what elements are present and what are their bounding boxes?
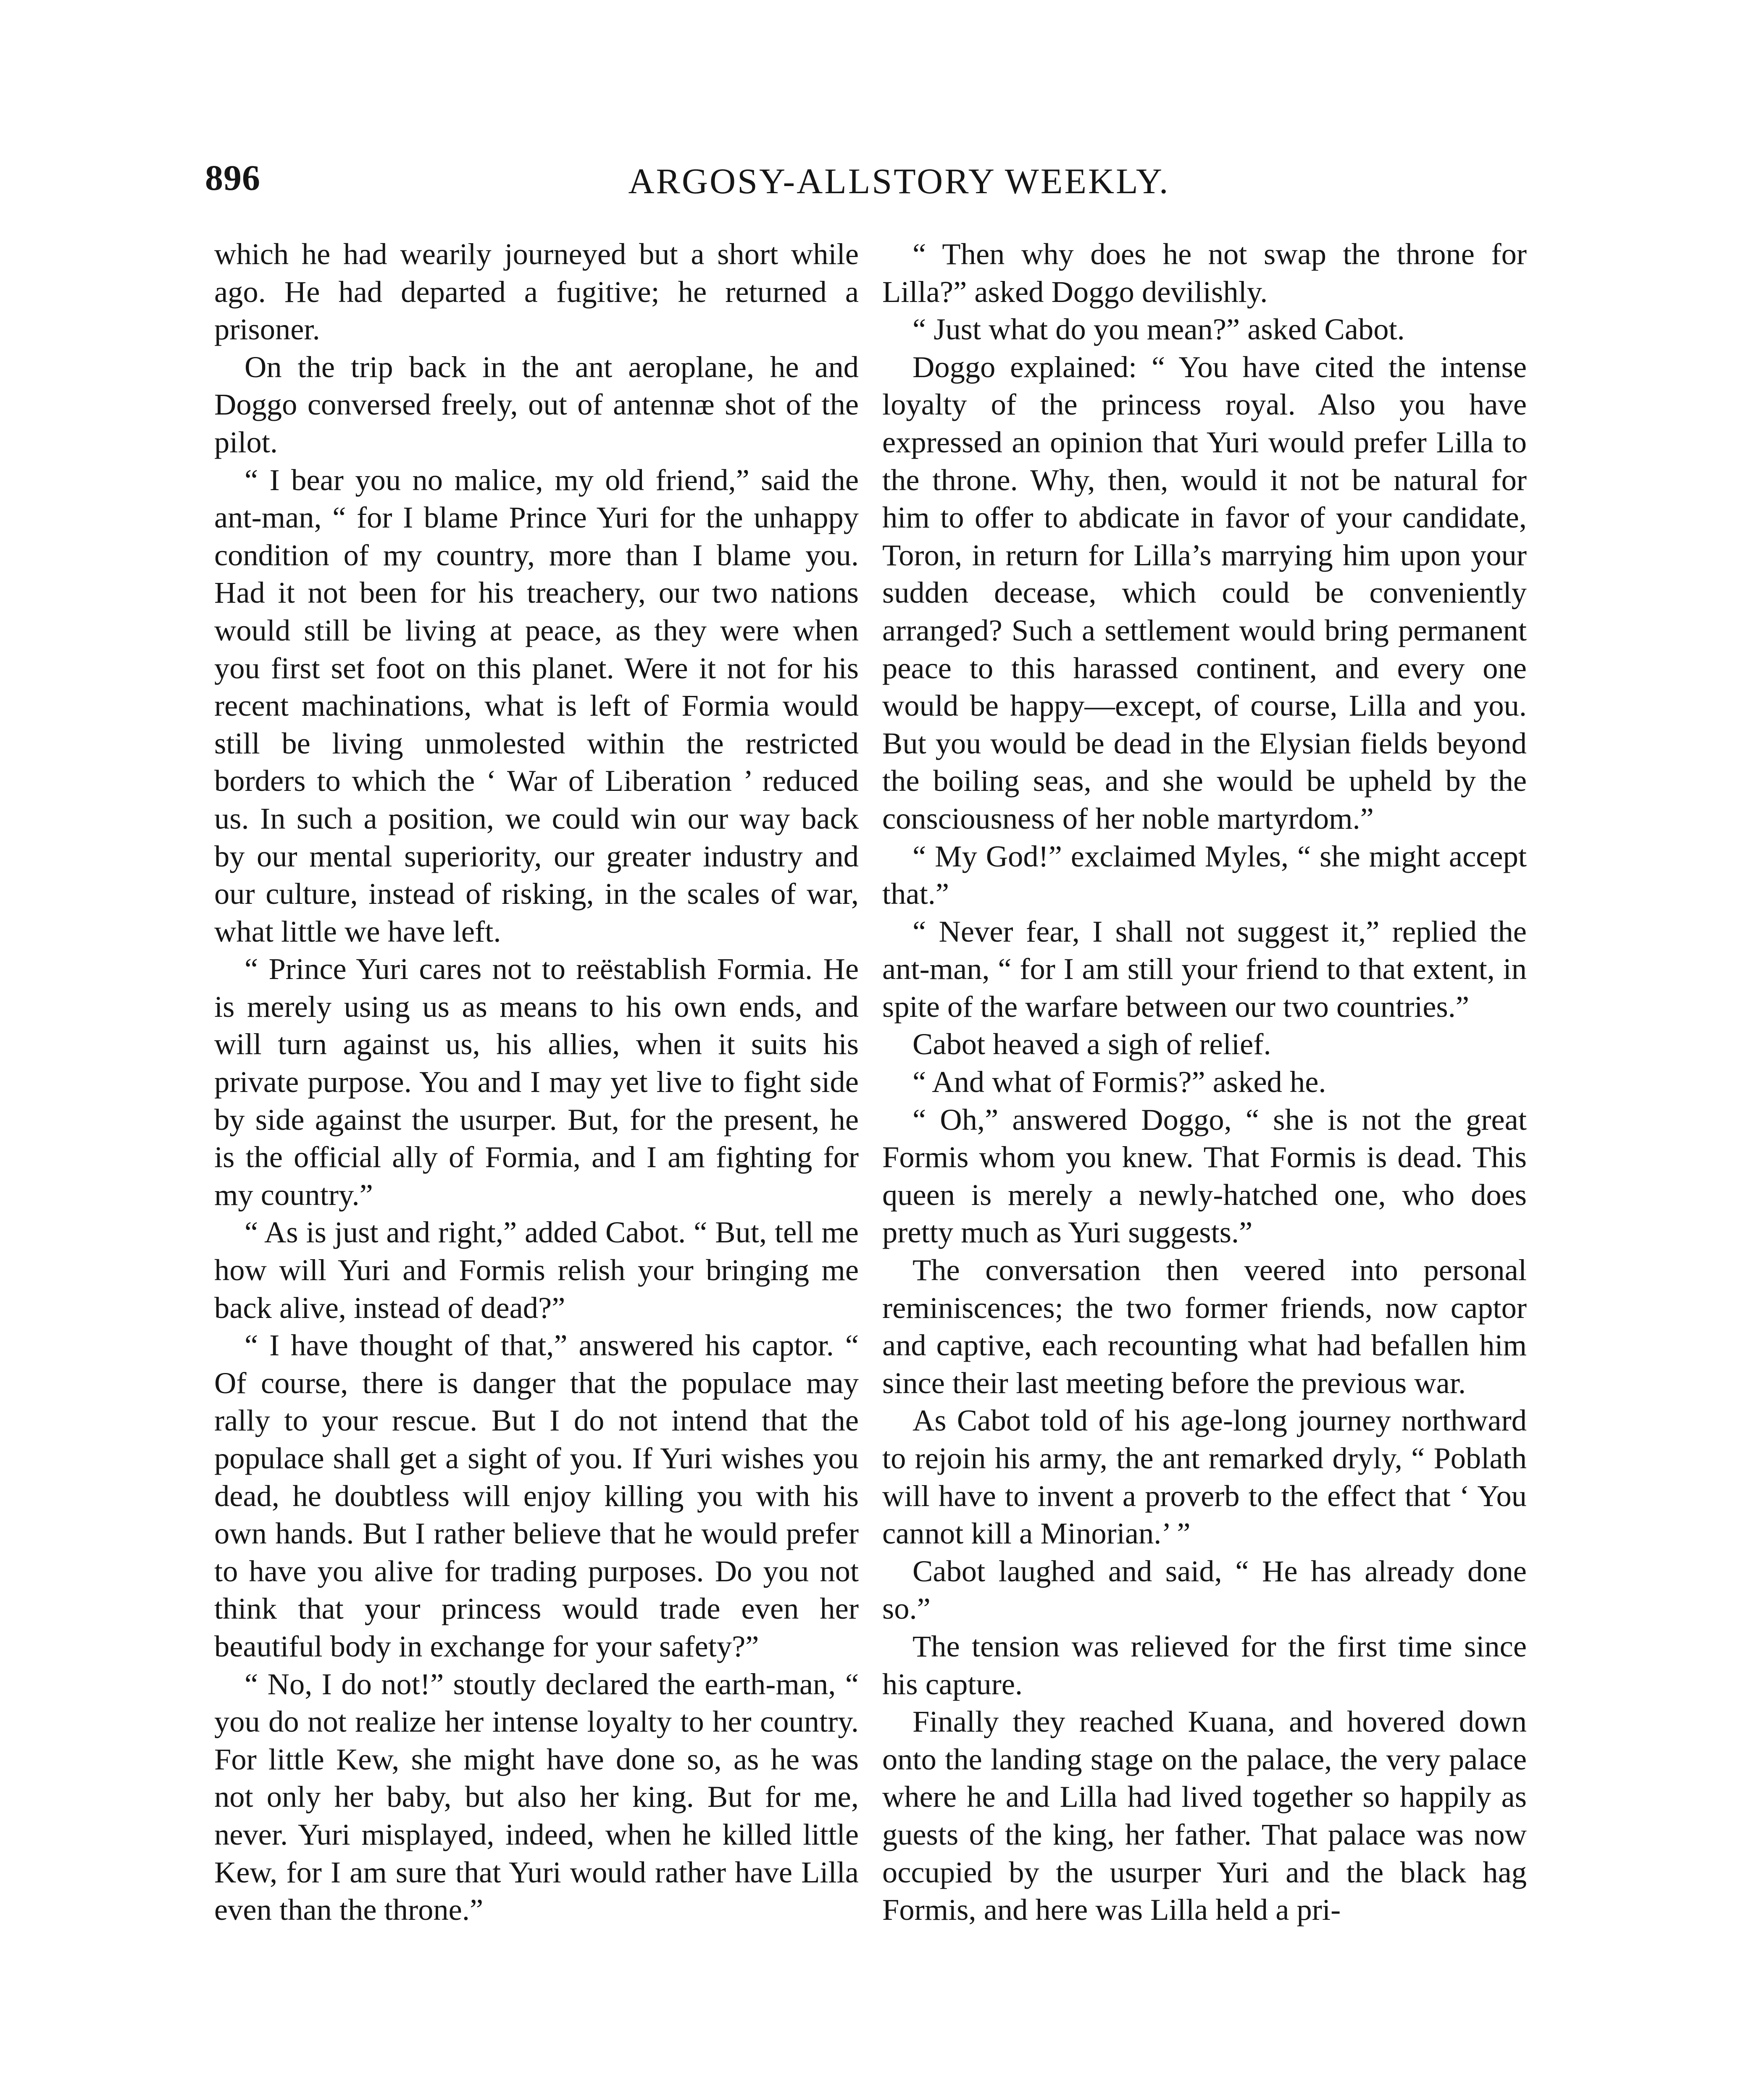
paragraph: “ As is just and right,” added Cabot. “ But, tell me how will Yuri and Formis relish your bringing me back alive, instead of dead?” xyxy=(214,1215,859,1325)
paragraph: “ Never fear, I shall not suggest it,” replied the ant-man, “ for I am still your friend to that extent, in spite of the warfare between our two countries.” xyxy=(882,914,1527,1024)
paragraph: “ Just what do you mean?” asked Cabot. xyxy=(912,312,1405,346)
paragraph: Cabot heaved a sigh of relief. xyxy=(912,1027,1271,1061)
paragraph: “ I bear you no malice, my old friend,” said the ant-man, “ for I blame Prince Yuri for the unhappy condition of my country, more than I blame you. Had it not been for his treachery, our two nations would still be living at peace, as they were when you first set foot on this planet. Were it not for his recent machinations, what is left of Formia would still be living unmolested within the restricted borders to which the ‘ War of Liberation ’ reduced us. In such a position, we could win our way back by our mental superiority, our greater industry and our culture, instead of risking, in the scales of war, what little we have left. xyxy=(214,462,859,948)
paragraph: “ Prince Yuri cares not to reëstablish Formia. He is merely using us as means to his own ends, and will turn against us, his allies, when it suits his private purpose. You and I may yet live to fight side by side against the usurper. But, for the present, he is the official ally of Formia, and I am fighting for my country.” xyxy=(214,952,859,1212)
paragraph: “ No, I do not!” stoutly declared the earth-man, “ you do not realize her intense loyalty to her country. For little Kew, she might have done so, as he was not only her baby, but also her king. But for me, never. Yuri misplayed, indeed, when he killed little Kew, for I am sure that Yuri would rather have Lilla even than the throne.” xyxy=(214,1667,859,1927)
paragraph: The tension was relieved for the first time since his capture. xyxy=(882,1629,1527,1701)
paragraph: “ I have thought of that,” answered his captor. “ Of course, there is danger that the populace may rally to your rescue. But I do not intend that the populace shall get a sight of you. If Yuri wishes you dead, he doubtless will enjoy killing you with his own hands. But I rather believe that he would prefer to have you alive for trading purposes. Do you not think that your princess would trade even her beautiful body in exchange for your safety?” xyxy=(214,1328,859,1663)
paragraph: Cabot laughed and said, “ He has already done so.” xyxy=(882,1554,1527,1626)
left-column xyxy=(214,235,859,1929)
paragraph: “ And what of Formis?” asked he. xyxy=(912,1065,1326,1099)
paragraph: “ Oh,” answered Doggo, “ she is not the great Formis whom you knew. That Formis is dead. This queen is merely a newly-hatched one, who does pretty much as Yuri suggests.” xyxy=(882,1102,1527,1250)
paragraph: “ My God!” exclaimed Myles, “ she might accept that.” xyxy=(882,839,1527,911)
paragraph: “ Then why does he not swap the throne for Lilla?” asked Doggo devilishly. xyxy=(882,237,1527,309)
running-head: ARGOSY-ALLSTORY WEEKLY. xyxy=(628,161,1170,201)
paragraph: As Cabot told of his age-long journey northward to rejoin his army, the ant remarked dryly, “ Poblath will have to invent a proverb to the effect that ‘ You cannot kill a Minorian.’ ” xyxy=(882,1403,1527,1551)
paragraph: The conversation then veered into personal reminiscences; the two former friends, now captor and captive, each recounting what had befallen him since their last meeting before the previous war. xyxy=(882,1253,1527,1400)
right-column xyxy=(882,235,1527,1929)
page-number: 896 xyxy=(205,158,260,198)
paragraph: which he had wearily journeyed but a short while ago. He had departed a fugitive; he returned a prisoner. xyxy=(214,237,859,346)
paragraph: Finally they reached Kuana, and hovered down onto the landing stage on the palace, the very palace where he and Lilla had lived together so happily as guests of the king, her father. That palace was now occupied by the usurper Yuri and the black hag Formis, and here was Lilla held a pri- xyxy=(882,1704,1527,1927)
paragraph: On the trip back in the ant aeroplane, he and Doggo conversed freely, out of antennæ shot of the pilot. xyxy=(214,349,859,459)
paragraph: Doggo explained: “ You have cited the intense loyalty of the princess royal. Also you have expressed an opinion that Yuri would prefer Lilla to the throne. Why, then, would it not be natural for him to offer to abdicate in favor of your candidate, Toron, in return for Lilla’s marrying him upon your sudden decease, which could be conveniently arranged? Such a settlement would bring permanent peace to this harassed continent, and every one would be happy—except, of course, Lilla and you. But you would be dead in the Elysian fields beyond the boiling seas, and she would be upheld by the consciousness of her noble martyrdom.” xyxy=(882,349,1527,835)
